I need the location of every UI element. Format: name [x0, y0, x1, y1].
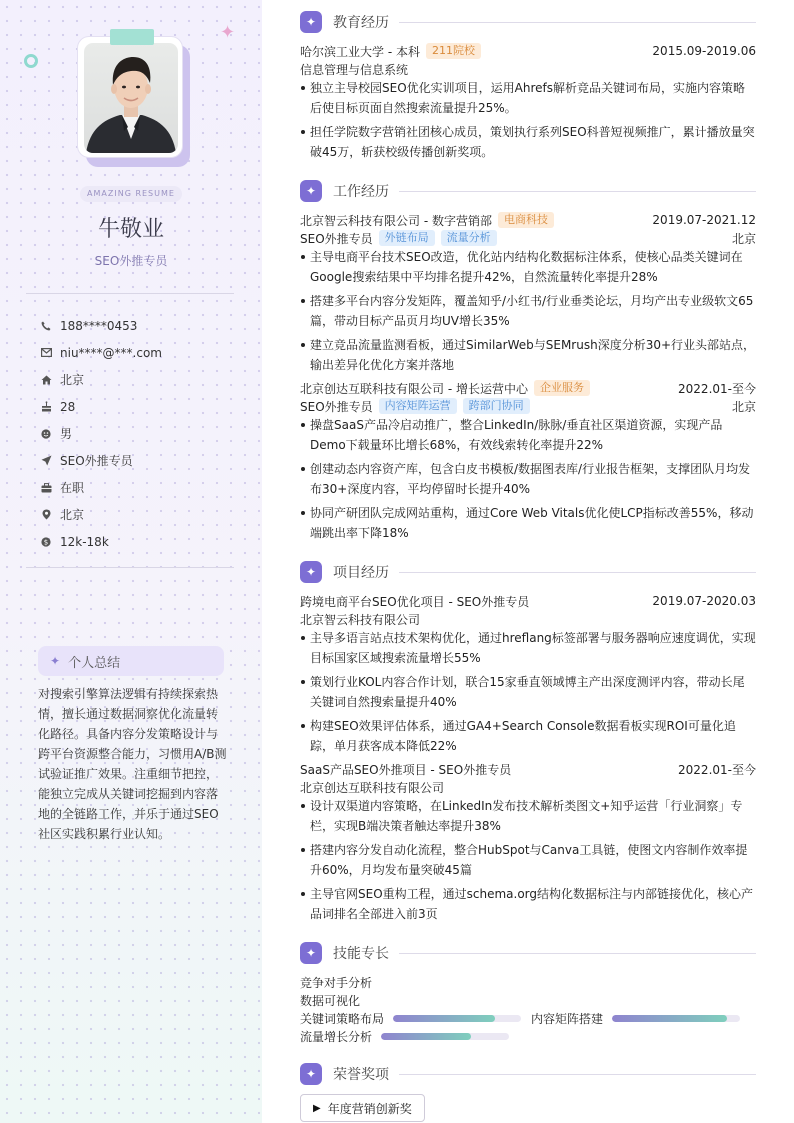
- skill-bars-row: [300, 1009, 756, 1027]
- project-period: 2022.01-至今: [678, 762, 756, 777]
- list-item: 主导多语言站点技术架构优化，通过hreflang标签部署与服务器响应速度调优，实现目标国家区域搜索流量增长55%: [300, 628, 756, 668]
- skill-level-fill: [612, 1015, 727, 1022]
- company-name: 北京创达互联科技有限公司 - 增长运营中心: [300, 381, 528, 396]
- skill-level-bar: [393, 1015, 521, 1022]
- email-value: niu****@***.com: [60, 345, 162, 360]
- skill-tag: 跨部门协同: [463, 398, 530, 414]
- job-role: SEO外推专员: [300, 231, 373, 246]
- divider: [26, 293, 234, 294]
- section-awards-heading: [300, 1062, 756, 1086]
- section-title: 项目经历: [333, 565, 389, 581]
- school-name: 哈尔滨工业大学 - 本科: [300, 44, 420, 59]
- skill-name: 流量增长分析: [300, 1029, 373, 1044]
- section-title: 技能专长: [333, 946, 389, 962]
- contact-info-list: [40, 312, 240, 555]
- skill-item: 数据可视化: [300, 993, 361, 1008]
- industry-tag: 企业服务: [534, 380, 590, 396]
- project-name: 跨境电商平台SEO优化项目 - SEO外推专员: [300, 594, 530, 609]
- list-item: 搭建内容分发自动化流程，整合HubSpot与Canva工具链，使图文内容制作效率提升60%，月均发布量突破45篇: [300, 840, 756, 880]
- info-location: [40, 501, 240, 528]
- skill-level-fill: [393, 1015, 495, 1022]
- list-item: 操盘SaaS产品冷启动推广，整合LinkedIn/脉脉/垂直社区渠道资源，实现产品Demo下载量环比增长68%，有效线索转化率提升22%: [300, 415, 756, 455]
- sparkle-icon: ✦: [300, 561, 322, 583]
- sparkle-icon: ✦: [50, 654, 61, 668]
- skill-name: 关键词策略布局: [300, 1011, 385, 1026]
- education-header: [300, 42, 756, 60]
- sparkle-icon: ✦: [300, 1063, 322, 1085]
- divider: [26, 567, 234, 568]
- list-item: 设计双渠道内容策略，在LinkedIn发布技术解析类图文+知乎运营「行业洞察」专栏，实现B端决策者触达率提升38%: [300, 796, 756, 836]
- skill-tag: 内容矩阵运营: [379, 398, 457, 414]
- job-role-row: [300, 229, 756, 247]
- list-item: 主导电商平台技术SEO改造，优化站内结构化数据标注体系，使核心品类关键词在Google搜索结果中平均排名提升42%，自然流量转化率提升28%: [300, 247, 756, 287]
- education-major: 信息管理与信息系统: [300, 62, 409, 77]
- profile-photo: [84, 43, 178, 153]
- money-icon: [40, 536, 52, 548]
- sparkle-icon: ✦: [300, 942, 322, 964]
- industry-tag: 电商科技: [498, 212, 554, 228]
- resume-tagline: AMAZING RESUME: [80, 186, 182, 202]
- avatar: [77, 36, 189, 162]
- list-item: 创建动态内容资产库，包含白皮书模板/数据图表库/行业报告框架，支撑团队月均发布30+深度内容，平均停留时长提升40%: [300, 459, 756, 499]
- location-pin-icon: [40, 509, 52, 521]
- list-item: 搭建多平台内容分发矩阵，覆盖知乎/小红书/行业垂类论坛，月均产出专业级软文65篇，带动目标产品页月均UV增长35%: [300, 291, 756, 331]
- decorative-ring: [24, 54, 38, 68]
- job-city: 北京: [731, 231, 756, 246]
- project-company: 北京创达互联科技有限公司: [300, 780, 445, 795]
- job-header: [300, 379, 756, 397]
- list-item: 协同产研团队完成网站重构，通过Core Web Vitals优化使LCP指标改善55%，移动端跳出率下降18%: [300, 503, 756, 543]
- job-header: [300, 211, 756, 229]
- play-triangle-icon: ▶: [313, 1102, 321, 1114]
- send-icon: [40, 455, 52, 467]
- info-target-job: [40, 447, 240, 474]
- summary-title: 个人总结: [68, 655, 121, 671]
- info-status: [40, 474, 240, 501]
- list-item: 独立主导校园SEO优化实训项目，运用Ahrefs解析竞品关键词布局，实施内容策略后使目标页面自然搜索流量提升25%。: [300, 78, 756, 118]
- section-title: 工作经历: [333, 184, 389, 200]
- project-header: [300, 760, 756, 778]
- home-icon: [40, 374, 52, 386]
- divider: [399, 953, 756, 954]
- project-name: SaaS产品SEO外推项目 - SEO外推专员: [300, 762, 512, 777]
- info-email: [40, 339, 240, 366]
- target-job-value: SEO外推专员: [60, 454, 133, 468]
- divider: [399, 22, 756, 23]
- skill-name: 内容矩阵搭建: [531, 1011, 604, 1026]
- status-value: 在职: [60, 481, 85, 495]
- candidate-job-title: SEO外推专员: [94, 254, 168, 268]
- award-item[interactable]: [300, 1094, 425, 1122]
- sidebar: [0, 0, 262, 1123]
- list-item: 建立竞品流量监测看板，通过SimilarWeb与SEMrush深度分析30+行业头部站点，输出差异化优化方案并落地: [300, 335, 756, 375]
- candidate-name: 牛敬业: [97, 217, 164, 242]
- section-title: 荣誉奖项: [333, 1067, 389, 1083]
- cake-icon: [40, 401, 52, 413]
- info-salary: [40, 528, 240, 555]
- briefcase-icon: [40, 482, 52, 494]
- section-education-heading: [300, 10, 756, 34]
- gender-value: 男: [60, 427, 73, 441]
- list-item: 担任学院数字营销社团核心成员，策划执行系列SEO科普短视频推广，累计播放量突破45万，斩获校级传播创新奖项。: [300, 122, 756, 162]
- section-title: 教育经历: [333, 15, 389, 31]
- project-period: 2019.07-2020.03: [652, 594, 756, 608]
- info-gender: [40, 420, 240, 447]
- list-item: 主导官网SEO重构工程，通过schema.org结构化数据标注与内部链接优化，核心产品词排名全部进入前3页: [300, 884, 756, 924]
- sparkle-icon: ✦: [220, 22, 236, 43]
- divider: [399, 191, 756, 192]
- sparkle-icon: ✦: [300, 11, 322, 33]
- summary-heading: [38, 646, 224, 676]
- info-phone: [40, 312, 240, 339]
- job-period: 2019.07-2021.12: [652, 213, 756, 227]
- list-item: 构建SEO效果评估体系，通过GA4+Search Console数据看板实现ROI可量化追踪，单月获客成本降低22%: [300, 716, 756, 756]
- skill-bars-row: [300, 1027, 756, 1045]
- award-name: 年度营销创新奖: [327, 1101, 412, 1116]
- info-hometown: [40, 366, 240, 393]
- gender-icon: [40, 428, 52, 440]
- section-skills-heading: [300, 941, 756, 965]
- section-projects-heading: [300, 560, 756, 584]
- education-period: 2015.09-2019.06: [652, 44, 756, 58]
- school-tag: 211院校: [426, 43, 481, 59]
- salary-value: 12k-18k: [60, 534, 109, 549]
- svg-text:$: $: [43, 538, 49, 547]
- skill-level-bar: [612, 1015, 740, 1022]
- job-period: 2022.01-至今: [678, 381, 756, 396]
- location-value: 北京: [60, 508, 85, 522]
- mail-icon: [40, 347, 52, 359]
- skill-level-fill: [381, 1033, 471, 1040]
- job-city: 北京: [731, 399, 756, 414]
- skill-tag: 流量分析: [441, 230, 497, 246]
- section-work-heading: [300, 179, 756, 203]
- skill-item: 竞争对手分析: [300, 975, 373, 990]
- photo-tape: [110, 29, 154, 45]
- list-item: 策划行业KOL内容合作计划，联合15家垂直领域博主产出深度测评内容，带动长尾关键词自然搜索量提升40%: [300, 672, 756, 712]
- job-role-row: [300, 397, 756, 415]
- skill-tag: 外链布局: [379, 230, 435, 246]
- skill-level-bar: [381, 1033, 509, 1040]
- divider: [399, 572, 756, 573]
- phone-value: 188****0453: [60, 318, 138, 333]
- summary-text: 对搜索引擎算法逻辑有持续探索热情，擅长通过数据洞察优化流量转化路径。具备内容分发策略设计与跨平台资源整合能力，习惯用A/B测试验证推广效果。注重细节把控，能独立完成从关键词挖掘到内容落地的全链路工作，并乐于通过SEO社区实践积累行业认知。: [38, 687, 227, 841]
- divider: [399, 1074, 756, 1075]
- sparkle-icon: ✦: [300, 180, 322, 202]
- project-header: [300, 592, 756, 610]
- company-name: 北京智云科技有限公司 - 数字营销部: [300, 213, 492, 228]
- project-company: 北京智云科技有限公司: [300, 612, 421, 627]
- phone-icon: [40, 320, 52, 332]
- hometown-value: 北京: [60, 373, 85, 387]
- age-value: 28: [60, 399, 76, 414]
- info-age: [40, 393, 240, 420]
- job-role: SEO外推专员: [300, 399, 373, 414]
